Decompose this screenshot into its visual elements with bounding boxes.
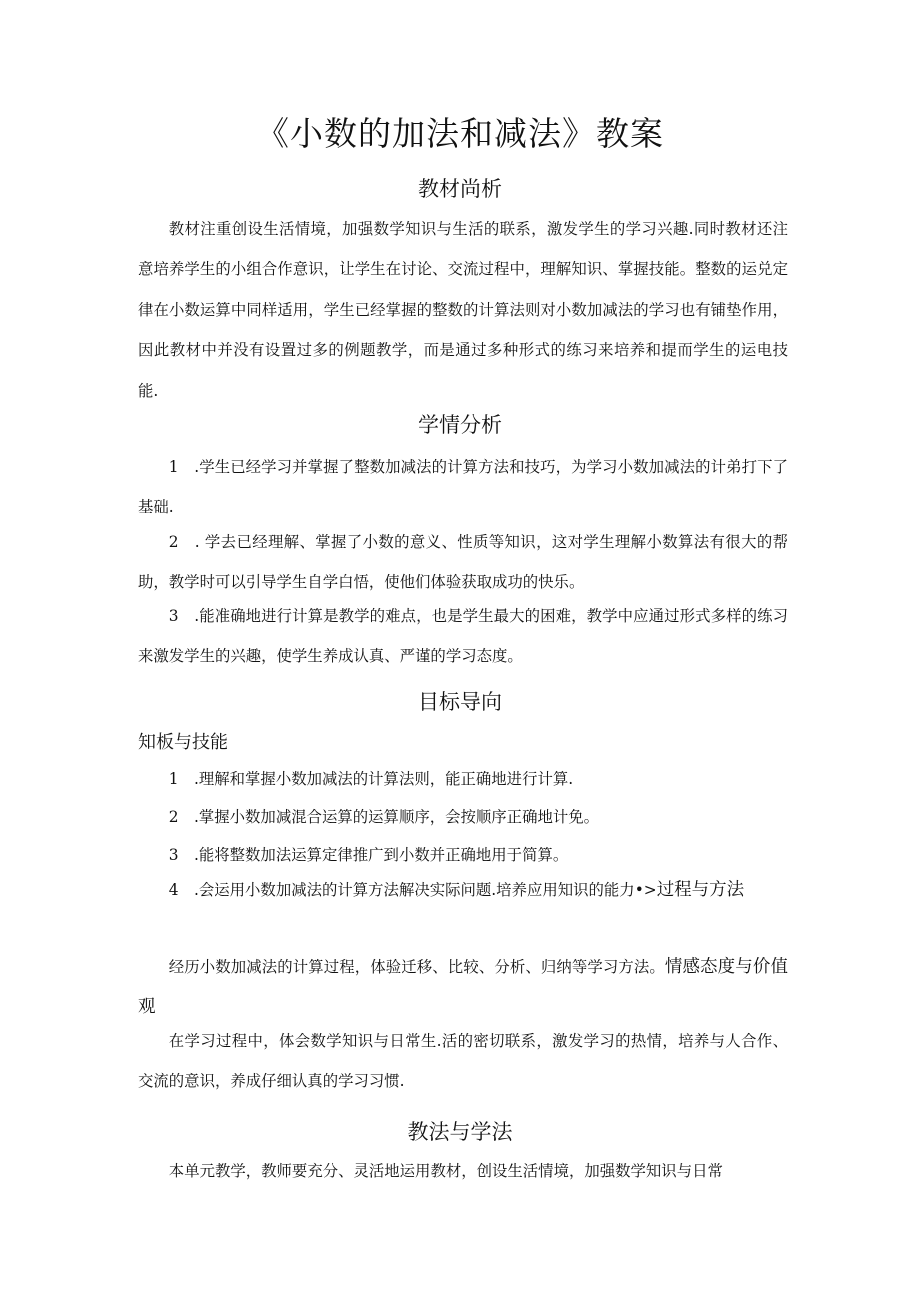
paragraph-textbook-analysis: 教材注重创设生活情境，加强数学知识与生活的联系，激发学生的学习兴趣.同时教材还注意培养学生的小组合作意识，让学生在讨论、交流过程中，理解知识、掌握技能。整数的运兑定律在小数运算中同样适用，学生已经掌握的整数的计算法则对小数加减法的学习也有铺垫作用，因此教材中并没有设置过多的例题教学，而是通过多种形式的练习来培养和提而学生的运电技能.	[138, 220, 788, 400]
list-item-student-analysis-2: 2 . 学去已经理解、掌握了小数的意义、性质等知识，这对学生理解小数算法有很大的帮助，教学时可以引导学生自学白悟，使他们体验获取成功的快乐。	[138, 533, 788, 592]
paragraph-process: 经历小数加减法的计算过程，体验迁移、比较、分析、归纳等学习方法。	[168, 958, 665, 976]
paragraph-emotion-values: 在学习过程中，体会数学知识与日常生.活的密切联系，激发学习的热情，培养与人合作、交流的意识，养成仔细认真的学习习惯.	[138, 1032, 788, 1091]
section-heading-goals: 目标导向	[418, 690, 502, 714]
subheading-knowledge-skills: 知板与技能	[138, 732, 228, 753]
document-title: 《小数的加法和减法》教案	[256, 114, 664, 153]
section-heading-methods: 教法与学法	[407, 1120, 513, 1144]
list-item-goal-4: 4 .会运用小数加减法的计算方法解决实际问题.培养应用知识的能力•>	[168, 881, 657, 899]
list-item-student-analysis-3: 3 .能准确地进行计算是教学的难点，也是学生最大的困难，教学中应通过形式多样的练习来激发学生的兴趣，使学生养成认真、严谨的学习态度。	[138, 607, 788, 666]
list-item-student-analysis-1: 1 .学生已经学习并掌握了整数加减法的计算方法和技巧，为学习小数加减法的计弟打下了基础.	[138, 458, 788, 517]
list-item-goal-2: 2 .掌握小数加减混合运算的运算顺序，会按顺序正确地计免。	[168, 808, 600, 826]
list-item-goal-4-with-subheading	[138, 870, 788, 910]
paragraph-process-with-subheading	[138, 947, 788, 1028]
list-item-goal-3: 3 .能将整数加法运算定律推广到小数并正确地用于简算。	[168, 846, 569, 864]
section-heading-textbook-analysis: 教材尚析	[418, 177, 502, 201]
list-item-goal-1: 1 .理解和掌握小数加减法的计算法则，能正确地进行计算.	[168, 770, 574, 788]
section-heading-student-analysis: 学情分析	[418, 413, 502, 437]
paragraph-methods: 本单元教学，教师要充分、灵活地运用教材，创设生活情境，加强数学知识与日常	[168, 1162, 723, 1180]
subheading-emotion-values: 情感态度与价值观	[138, 957, 788, 1018]
subheading-process-method: 过程与方法	[656, 880, 745, 900]
